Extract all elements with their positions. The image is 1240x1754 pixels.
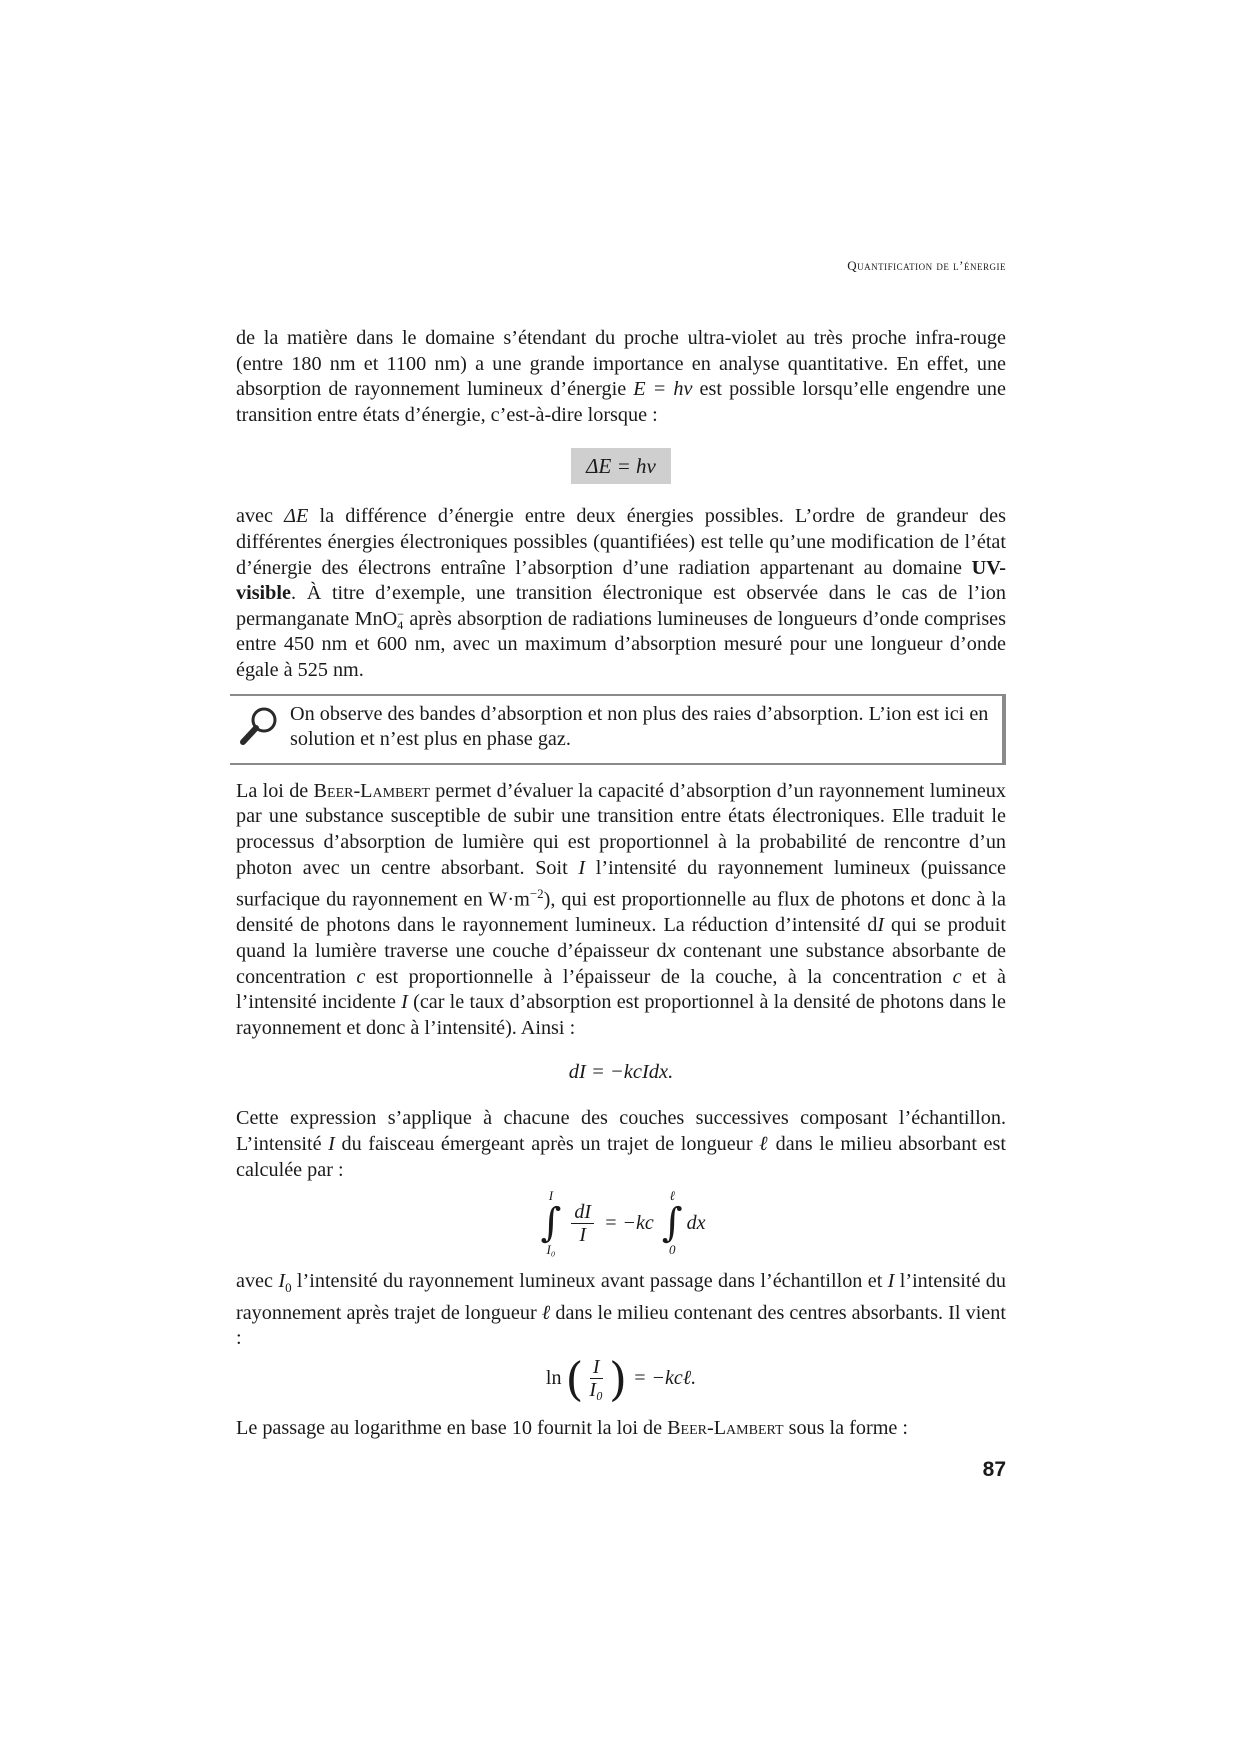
fraction-denominator: I xyxy=(579,1223,587,1246)
paragraph-uv-visible xyxy=(236,504,1006,683)
integrand: dx xyxy=(686,1211,706,1234)
ln-rhs: = −kcℓ. xyxy=(633,1367,697,1390)
right-paren: ) xyxy=(609,1351,627,1406)
fraction-numerator: dI xyxy=(571,1201,594,1224)
integral-right xyxy=(662,1189,683,1257)
boxed-equation: ΔE = hν xyxy=(571,448,671,484)
para3-text-a: La loi de xyxy=(236,779,314,802)
para5-text-d: dans le milieu contenant des centres absorbants. Il vient : xyxy=(236,1301,1006,1350)
para3-text-b: permet d’évaluer la capacité d’absorption d’un rayonnement lumineux par une substance susceptible de subir une transition entre états électroniques. Elle traduit le processus d’absorption de lumière qui est proportionnel à la probabilité de rencontre d’un photon avec un centre absorbant. Soit xyxy=(236,779,1006,879)
para5-text-c: l’intensité du rayonnement après trajet de longueur xyxy=(236,1270,1006,1324)
var-i-5: I xyxy=(887,1270,895,1293)
var-i-4: I xyxy=(328,1132,335,1155)
integral-right-upper: ℓ xyxy=(669,1188,675,1204)
para3-text-f: contenant une substance absorbante de concentration xyxy=(236,940,1006,988)
para2-text-c: . À titre d’exemple, une transition électronique est observée dans le cas de l’ion permanganate xyxy=(236,582,1006,630)
para4-text-b: du faisceau émergeant après un trajet de longueur xyxy=(334,1132,760,1155)
var-c: c xyxy=(356,965,366,988)
para3-text-g: est proportionnelle à l’épaisseur de la couche, à la concentration xyxy=(365,965,953,988)
integral-sign: ∫ xyxy=(540,1200,562,1247)
var-ell: ℓ xyxy=(759,1132,770,1155)
integral-left xyxy=(541,1189,562,1257)
ion-subscript: 4 xyxy=(397,618,404,633)
delta-e: ΔE xyxy=(284,505,309,528)
beer-lambert-name: Beer-Lambert xyxy=(313,779,431,802)
permanganate-formula xyxy=(354,607,404,633)
ln-fraction-denominator: I₀ xyxy=(589,1379,604,1402)
para2-text-b: la différence d’énergie entre deux énergies possibles. L’ordre de grandeur des différentes énergies électroniques possibles (quantifiées) est telle qu’une modification de l’état d’énergie des électrons entraîne l’absorption d’une radiation appartenant au domaine xyxy=(236,505,1006,579)
var-i: I xyxy=(578,856,586,879)
integral-right-lower: 0 xyxy=(668,1242,676,1258)
para3-text-d: ), qui est proportionnelle au flux de photons et donc à la densité de photons dans le rayonnement lumineux. La réduction d’intensité d xyxy=(236,888,1006,937)
unit-exponent: −2 xyxy=(529,886,544,902)
para6-text-b: sous la forme : xyxy=(783,1416,909,1439)
para5-text-a: avec xyxy=(236,1270,279,1293)
var-i-2: I xyxy=(877,914,885,937)
para3-text-c: l’intensité du rayonnement lumineux (puissance surfacique du rayonnement en W·m xyxy=(236,856,1006,911)
var-c-2: c xyxy=(952,965,962,988)
var-x: x xyxy=(666,940,676,963)
magnifier-icon xyxy=(238,704,282,748)
note-box xyxy=(230,694,1006,765)
integral-sign-2: ∫ xyxy=(661,1200,683,1247)
integral-left-lower: I₀ xyxy=(546,1242,556,1258)
ion-base: MnO xyxy=(354,607,398,630)
paragraph-integration xyxy=(236,1106,1006,1183)
var-i0-subscript: 0 xyxy=(285,1280,292,1296)
ln-fraction-numerator: I xyxy=(590,1356,603,1379)
page-number: 87 xyxy=(982,1458,1006,1481)
para1-text-b: est possible lorsqu’elle engendre une transition entre états d’énergie, c’est-à-dire lorsque : xyxy=(236,378,1006,426)
para3-text-h: et à l’intensité incidente xyxy=(236,965,1007,1014)
integral-left-upper: I xyxy=(548,1188,554,1204)
page-body xyxy=(236,326,1006,1442)
equation-differential: dI = −kcIdx. xyxy=(568,1061,674,1084)
paragraph-intro xyxy=(236,326,1006,428)
ion-charge: − xyxy=(397,607,404,622)
para2-text-d: après absorption de radiations lumineuses de longueurs d’onde comprises entre 450 nm et 600 nm, avec un maximum d’absorption mesuré pour une longueur d’onde égale à 525 nm. xyxy=(236,607,1006,681)
left-paren: ( xyxy=(565,1351,584,1406)
paragraph-i0 xyxy=(236,1269,1006,1352)
para4-text-a: Cette expression s’applique à chacune des couches successives composant l’échantillon. L’intensité xyxy=(236,1107,1006,1155)
note-text: On observe des bandes d’absorption et non plus des raies d’absorption. L’ion est ici en solution et n’est plus en phase gaz. xyxy=(290,702,989,751)
beer-lambert-name-2: Beer-Lambert xyxy=(667,1416,784,1439)
uv-visible-term: UV-visible xyxy=(236,556,1006,605)
para6-text-a: Le passage au logarithme en base 10 fournit la loi de xyxy=(236,1416,668,1439)
paragraph-log10 xyxy=(236,1416,1006,1442)
para3-text-i: (car le taux d’absorption est proportionnel à la densité de photons dans le rayonnement et donc à l’intensité). Ainsi : xyxy=(236,991,1006,1039)
var-i0: I xyxy=(278,1270,286,1293)
fraction-di-over-i xyxy=(571,1201,594,1246)
integral-middle: = −kc xyxy=(604,1211,654,1234)
running-header xyxy=(847,258,1006,274)
para1-text-a: de la matière dans le domaine s’étendant du proche ultra-violet au très proche infra-rouge (entre 180 nm et 1100 nm) a une grande importance en analyse quantitative. En effet, une absorption de rayonnement lumineux d’énergie xyxy=(236,327,1006,401)
header-title: Quantification de l’énergie xyxy=(847,258,1006,273)
equation-integral xyxy=(236,1189,1006,1257)
ln-operator: ln xyxy=(545,1367,562,1390)
para4-text-c: dans le milieu absorbant est calculée par : xyxy=(236,1132,1006,1181)
var-i-3: I xyxy=(401,991,408,1014)
para5-text-b: l’intensité du rayonnement lumineux avant passage dans l’échantillon et xyxy=(291,1270,888,1293)
paragraph-beer-lambert xyxy=(236,779,1006,1042)
equation-ln xyxy=(236,1351,1006,1406)
var-ell-2: ℓ xyxy=(541,1301,551,1324)
para2-text-a: avec xyxy=(236,505,285,528)
fraction-i-over-i0 xyxy=(589,1356,603,1401)
para3-text-e: qui se produit quand la lumière traverse une couche d’épaisseur d xyxy=(236,914,1006,963)
energy-formula: E = hν xyxy=(633,378,693,401)
